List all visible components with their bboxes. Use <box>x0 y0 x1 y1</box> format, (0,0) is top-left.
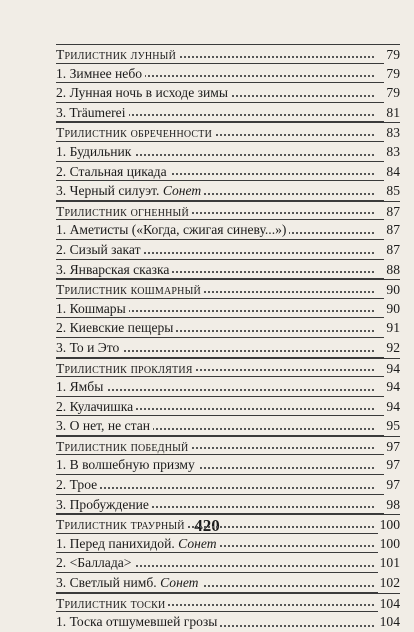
page-ref: 104 <box>378 594 400 614</box>
page-ref: 87 <box>384 240 400 260</box>
entry-title-text: Трилистник лунный <box>56 47 177 62</box>
toc-entry-row <box>56 534 400 554</box>
entry-title-text: Трилистник проклятия <box>56 360 193 376</box>
entry-title-text: Аметисты («Когда, сжигая синеву...») <box>69 222 287 238</box>
page-ref: 95 <box>384 416 400 436</box>
entry-number: 1. <box>56 65 67 81</box>
entry-title <box>56 536 220 551</box>
entry-title-text: То и Это <box>69 339 120 355</box>
section-title <box>56 517 188 532</box>
toc-entry-row <box>56 103 400 123</box>
page-ref: 81 <box>384 103 400 123</box>
entry-title-text: Зимнее небо <box>69 65 143 81</box>
toc-entry-row <box>56 455 400 475</box>
toc-entry-row <box>56 573 400 593</box>
section-title <box>56 204 192 219</box>
page-ref: 94 <box>384 359 400 379</box>
entry-title-text: Светлый нимб. <box>69 575 157 591</box>
entry-title-text: Перед панихидой. <box>69 535 175 551</box>
page-ref: 83 <box>384 123 400 143</box>
page-ref: 88 <box>384 260 400 280</box>
entry-number: 1. <box>56 457 67 473</box>
entry-title-text: Трилистник кошмарный <box>56 282 201 298</box>
entry-number: 3. <box>56 496 67 512</box>
entry-title-text: Кошмары <box>69 300 126 316</box>
entry-title-text: Кулачишка <box>69 398 134 414</box>
page-ref: 94 <box>384 397 400 417</box>
entry-title <box>56 418 153 433</box>
table-of-contents <box>56 44 400 632</box>
entry-title-text: Пробуждение <box>69 496 149 512</box>
entry-title <box>56 497 152 512</box>
entry-title <box>56 340 122 355</box>
entry-title-text: О нет, не стан <box>69 418 151 434</box>
page-ref: 92 <box>384 338 400 358</box>
page-ref: 101 <box>378 553 400 573</box>
entry-title-text: Ямбы <box>69 379 104 395</box>
entry-number: 1. <box>56 614 67 630</box>
entry-title-text: <Баллада> <box>69 555 132 571</box>
page-ref: 94 <box>384 377 400 397</box>
page-ref: 100 <box>378 534 400 554</box>
section-title <box>56 125 215 140</box>
entry-title <box>56 164 170 179</box>
page-ref: 104 <box>378 612 400 632</box>
entry-title <box>56 575 202 590</box>
toc-section-row <box>56 44 400 64</box>
entry-title-text: Тоска отшумевшей грозы <box>69 614 218 630</box>
entry-title-text: Трилистник тоски <box>56 595 166 611</box>
section-title <box>56 282 204 297</box>
entry-number: 1. <box>56 300 67 316</box>
entry-number: 1. <box>56 379 67 395</box>
entry-title <box>56 85 231 100</box>
page-ref: 84 <box>384 162 400 182</box>
entry-title-text: Трилистник обреченности <box>56 125 213 141</box>
toc-section-row <box>56 122 400 142</box>
entry-title-text: Träumerei <box>69 104 126 120</box>
toc-entry-row <box>56 612 400 632</box>
page-ref: 87 <box>384 220 400 240</box>
toc-entry-row <box>56 64 400 84</box>
entry-number: 1. <box>56 222 67 238</box>
entry-number: 2. <box>56 163 67 179</box>
entry-title-text: Будильник <box>69 143 132 159</box>
entry-title-text: В волшебную призму <box>69 457 195 473</box>
toc-entry-row <box>56 495 400 515</box>
entry-number: 2. <box>56 555 67 571</box>
toc-section-row <box>56 279 400 299</box>
dot-leader <box>56 487 374 489</box>
entry-title-text: Сизый закат <box>69 241 141 257</box>
entry-title-text: Киевские пещеры <box>69 320 174 336</box>
toc-entry-row <box>56 260 400 280</box>
entry-number: 1. <box>56 535 67 551</box>
toc-entry-row <box>56 377 400 397</box>
entry-title <box>56 222 289 237</box>
entry-genre: Сонет <box>178 535 217 551</box>
entry-title-text: Трилистник траурный <box>56 517 185 533</box>
toc-section-row <box>56 358 400 378</box>
toc-entry-row <box>56 475 400 495</box>
entry-number: 2. <box>56 85 67 101</box>
entry-title <box>56 301 129 316</box>
toc-entry-row <box>56 416 400 436</box>
page-ref: 102 <box>378 573 400 593</box>
entry-title <box>56 379 106 394</box>
page-ref: 87 <box>384 202 400 222</box>
entry-number: 1. <box>56 143 67 159</box>
page-ref: 98 <box>384 495 400 515</box>
toc-entry-row <box>56 338 400 358</box>
toc-entry-row <box>56 397 400 417</box>
toc-section-row <box>56 436 400 456</box>
page-ref: 85 <box>384 181 400 201</box>
entry-title <box>56 242 144 257</box>
entry-title <box>56 183 204 198</box>
entry-title <box>56 457 198 472</box>
entry-number: 2. <box>56 241 67 257</box>
toc-section-row <box>56 201 400 221</box>
entry-title-text: Лунная ночь в исходе зимы <box>69 85 229 101</box>
toc-entry-row <box>56 220 400 240</box>
entry-title <box>56 614 220 629</box>
toc-entry-row <box>56 83 400 103</box>
entry-number: 3. <box>56 104 67 120</box>
entry-genre: Сонет <box>160 575 199 591</box>
section-title <box>56 361 196 376</box>
toc-entry-row <box>56 240 400 260</box>
toc-entry-row <box>56 162 400 182</box>
page-ref: 97 <box>384 455 400 475</box>
entry-number: 3. <box>56 261 67 277</box>
page-ref: 90 <box>384 299 400 319</box>
entry-title-text: Стальная цикада <box>69 163 167 179</box>
entry-title <box>56 399 136 414</box>
entry-title <box>56 555 134 570</box>
toc-entry-row <box>56 553 400 573</box>
page-number: 420 <box>194 516 220 535</box>
toc-entry-row <box>56 181 400 201</box>
entry-number: 3. <box>56 418 67 434</box>
entry-number: 2. <box>56 398 67 414</box>
page-ref: 83 <box>384 142 400 162</box>
entry-title <box>56 262 172 277</box>
entry-title-text: Черный силуэт. <box>69 183 160 199</box>
entry-number: 3. <box>56 575 67 591</box>
entry-title-text: Трилистник огненный <box>56 203 189 219</box>
toc-entry-row <box>56 142 400 162</box>
page-ref: 79 <box>384 45 400 65</box>
entry-title <box>56 66 145 81</box>
entry-title-text: Трое <box>69 477 98 493</box>
entry-number: 2. <box>56 320 67 336</box>
toc-section-row <box>56 593 400 613</box>
entry-number: 3. <box>56 339 67 355</box>
toc-entry-row <box>56 299 400 319</box>
page-ref: 79 <box>384 83 400 103</box>
entry-number: 2. <box>56 477 67 493</box>
page-ref: 90 <box>384 280 400 300</box>
section-title <box>56 47 179 62</box>
entry-number: 3. <box>56 183 67 199</box>
entry-title <box>56 320 176 335</box>
entry-genre: Сонет <box>162 183 202 199</box>
page-ref: 97 <box>384 475 400 495</box>
section-title <box>56 439 191 454</box>
page-ref: 91 <box>384 318 400 338</box>
entry-title <box>56 105 129 120</box>
entry-title <box>56 144 134 159</box>
entry-title-text: Трилистник победный <box>56 438 189 454</box>
entry-title <box>56 477 100 492</box>
toc-entry-row <box>56 318 400 338</box>
page-ref: 100 <box>378 515 400 535</box>
entry-title-text: Январская сказка <box>69 261 170 277</box>
section-title <box>56 596 168 611</box>
page-ref: 97 <box>384 437 400 457</box>
page-ref: 79 <box>384 64 400 84</box>
